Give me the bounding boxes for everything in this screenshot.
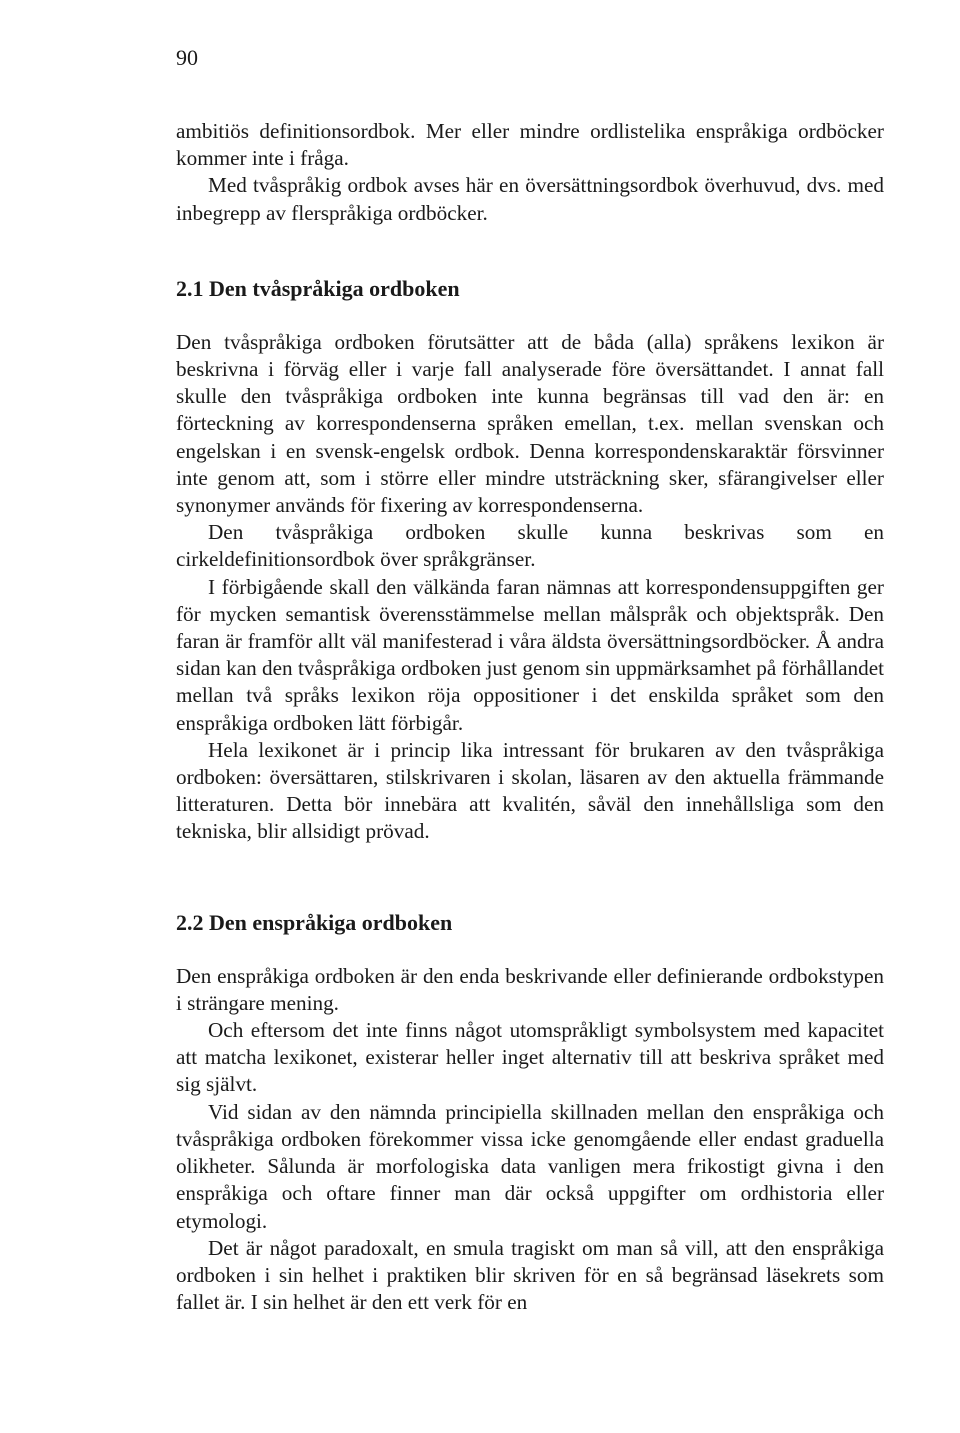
page-content bbox=[176, 118, 884, 1316]
paragraph: ambitiös definitionsordbok. Mer eller mindre ordlistelika enspråkiga ordböcker kommer inte i fråga. bbox=[176, 119, 884, 171]
section-heading-2-2: 2.2 Den enspråkiga ordboken bbox=[176, 909, 453, 935]
page-number: 90 bbox=[176, 45, 198, 70]
paragraph: Den tvåspråkiga ordboken förutsätter att de båda (alla) språkens lexikon är beskrivna i förväg eller i varje fall analyserade före översättandet. I annat fall skulle den tvåspråkiga ordboken inte kunna begränsas till vad den är: en förteckning av korrespondenserna språken emellan, t.ex. mellan svenskan och engelskan i en svensk-engelsk ordbok. Denna korrespondenskaraktär försvinner inte genom att, som i större eller mindre utsträckning sker, sfärangivelser eller synonymer används för fixering av korrespondenserna. bbox=[176, 329, 884, 518]
paragraph: Hela lexikonet är i princip lika intressant för brukaren av den tvåspråkiga ordboken: översättaren, stilskrivaren i skolan, läsaren av den aktuella främmande litteraturen. Detta bör innebära att kvalitén, såväl den innehållsliga som den tekniska, blir allsidigt prövad. bbox=[176, 737, 884, 844]
paragraph: Vid sidan av den nämnda principiella skillnaden mellan den enspråkiga och tvåspråkiga ordboken förekommer vissa icke genomgående eller endast graduella olikheter. Sålunda är morfologiska data vanligen mera frikostigt givna i den enspråkiga och oftare finner man där också uppgifter om ordhistoria eller etymologi. bbox=[176, 1099, 884, 1233]
paragraph: Den enspråkiga ordboken är den enda beskrivande eller definierande ordbokstypen i strängare mening. bbox=[176, 963, 884, 1015]
paragraph: Med tvåspråkig ordbok avses här en översättningsordbok överhuvud, dvs. med inbegrepp av flerspråkiga ordböcker. bbox=[176, 173, 884, 225]
paragraph: Och eftersom det inte finns något utomspråkligt symbolsystem med kapacitet att matcha lexikonet, existerar heller inget alternativ till att beskriva språket med sig självt. bbox=[176, 1018, 884, 1097]
paragraph: Den tvåspråkiga ordboken skulle kunna beskrivas som en cirkeldefinitionsordbok över språkgränser. bbox=[176, 520, 884, 572]
paragraph: Det är något paradoxalt, en smula tragiskt om man så vill, att den enspråkiga ordboken i sin helhet i praktiken blir skriven för en så begränsad läsekrets som fallet är. I sin helhet är den ett verk för en bbox=[176, 1235, 884, 1315]
paragraph: I förbigående skall den välkända faran nämnas att korrespondensuppgiften ger för mycken semantisk överensstämmelse mellan målspråk och objektspråk. Den faran är framför allt väl manifesterad i våra äldsta översättningsordböcker. Å andra sidan kan den tvåspråkiga ordboken just genom sin uppmärksamhet på förhållandet mellan två språks lexikon röja oppositioner i det enskilda språket som den enspråkiga ordboken lätt förbigår. bbox=[176, 574, 884, 735]
section-heading-2-1: 2.1 Den tvåspråkiga ordboken bbox=[176, 275, 460, 301]
